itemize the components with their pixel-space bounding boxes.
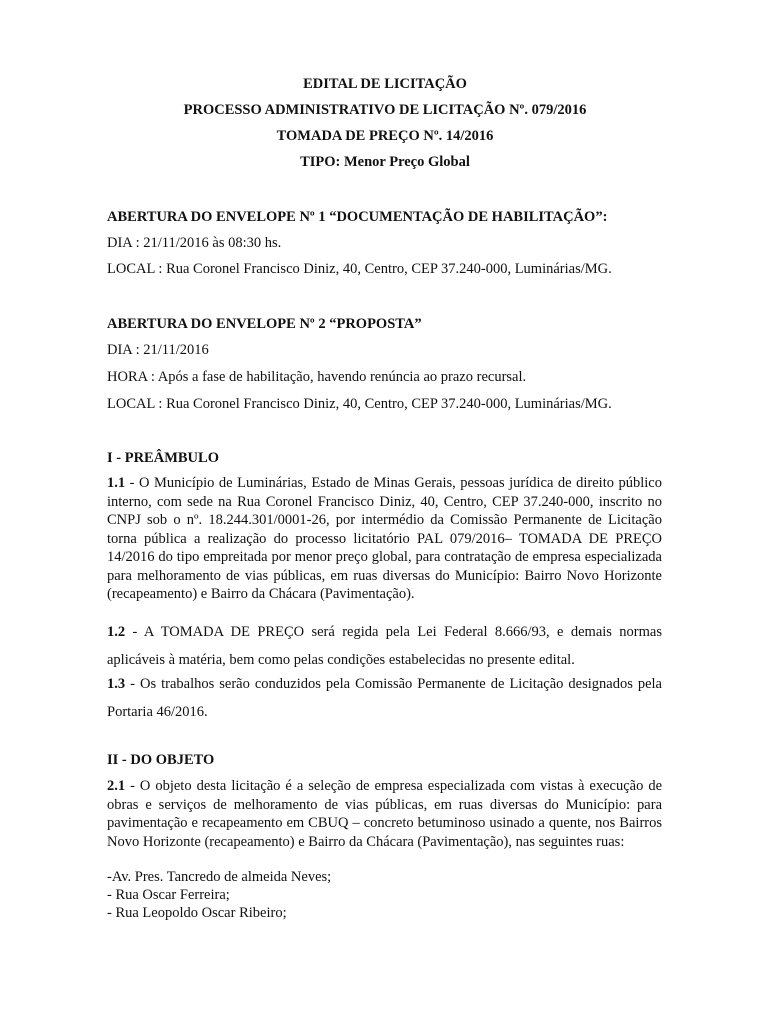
envelope2-dia: DIA : 21/11/2016 [107, 342, 209, 358]
paragraph-number: 1.1 [107, 475, 126, 491]
paragraph-text: - Os trabalhos serão conduzidos pela Comissão Permanente de Licitação designados pela Portaria 46/2016. [107, 676, 662, 720]
paragraph-2-1 [107, 777, 662, 851]
paragraph-number: 1.2 [107, 624, 126, 640]
paragraph-number: 2.1 [107, 778, 126, 794]
processo-title: PROCESSO ADMINISTRATIVO DE LICITAÇÃO Nº. 079/2016 [183, 102, 587, 118]
paragraph-text: - A TOMADA DE PREÇO será regida pela Lei Federal 8.666/93, e demais normas aplicáveis à matéria, bem como pelas condições estabelecidas no presente edital. [107, 624, 662, 668]
tomada-title: TOMADA DE PREÇO Nº. 14/2016 [276, 128, 494, 144]
envelope2-local: LOCAL : Rua Coronel Francisco Diniz, 40, Centro, CEP 37.240-000, Luminárias/MG. [107, 396, 612, 412]
list-item: - Rua Leopoldo Oscar Ribeiro; [107, 905, 287, 921]
list-item: - Rua Oscar Ferreira; [107, 887, 230, 903]
paragraph-number: 1.3 [107, 676, 126, 692]
paragraph-text: - O Município de Luminárias, Estado de Minas Gerais, pessoas jurídica de direito público interno, com sede na Rua Coronel Francisco Diniz, 40, Centro, CEP 37.240-000, inscrito no CNPJ sob o nº. 18.244.301/0001-26, por intermédio da Comissão Permanente de Licitação torna pública a realização do processo licitatório PAL 079/2016– TOMADA DE PREÇO 14/2016 do tipo empreitada por menor preço global, para contratação de empresa especializada para melhoramento de vias públicas, em ruas diversas do Município: Bairro Novo Horizonte (recapeamento) e Bairro da Chácara (Pavimentação). [107, 475, 662, 602]
envelope2-heading: ABERTURA DO ENVELOPE Nº 2 “PROPOSTA” [107, 316, 422, 332]
paragraph-1-3 [107, 670, 662, 726]
paragraph-1-2 [107, 618, 662, 674]
tipo-title: TIPO: Menor Preço Global [300, 154, 470, 170]
list-item: -Av. Pres. Tancredo de almeida Neves; [107, 869, 332, 885]
envelope1-local: LOCAL : Rua Coronel Francisco Diniz, 40, Centro, CEP 37.240-000, Luminárias/MG. [107, 261, 612, 277]
objeto-heading: II - DO OBJETO [107, 752, 215, 768]
edital-title: EDITAL DE LICITAÇÃO [303, 76, 467, 92]
paragraph-text: - O objeto desta licitação é a seleção de empresa especializada com vistas à execução de obras e serviços de melhoramento de vias públicas, em ruas diversas do Município: para pavimentação e recapeamento em CBUQ – concreto betuminoso usinado a quente, nos Bairros Novo Horizonte (recapeamento) e Bairro da Chácara (Pavimentação), nas seguintes ruas: [107, 778, 662, 850]
envelope2-hora: HORA : Após a fase de habilitação, havendo renúncia ao prazo recursal. [107, 369, 527, 385]
envelope1-heading: ABERTURA DO ENVELOPE Nº 1 “DOCUMENTAÇÃO DE HABILITAÇÃO”: [107, 209, 608, 225]
preambulo-heading: I - PREÂMBULO [107, 450, 219, 466]
envelope1-dia: DIA : 21/11/2016 às 08:30 hs. [107, 235, 282, 251]
paragraph-1-1 [107, 474, 662, 604]
